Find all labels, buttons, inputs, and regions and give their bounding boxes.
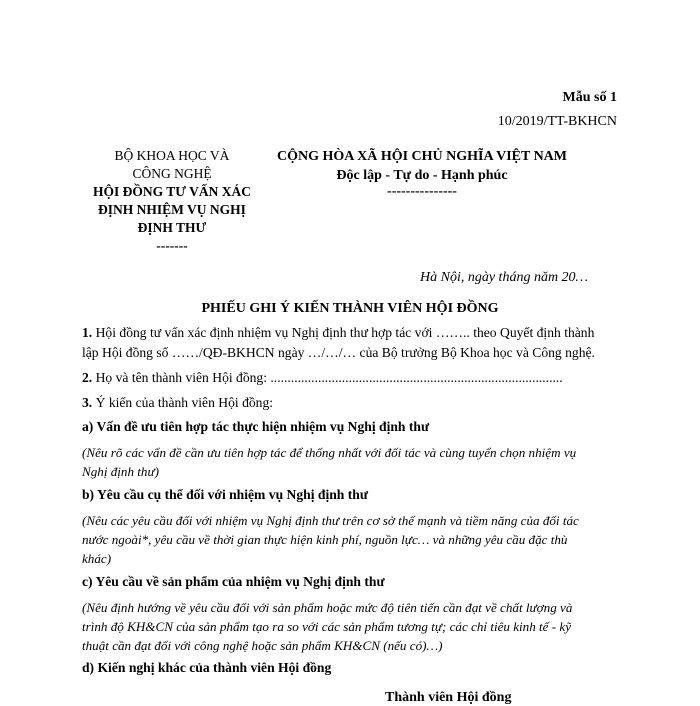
section-b-note-line: khác) xyxy=(82,551,112,566)
right-divider: --------------- xyxy=(387,184,457,199)
council-line-1: HỘI ĐỒNG TƯ VẤN XÁC xyxy=(92,184,251,199)
section-c-note xyxy=(82,598,616,655)
item-1-text-cont: lập Hội đồng số ……/QĐ-BKHCN ngày …/…/… của Bộ trưởng Bộ Khoa học và Công nghệ. xyxy=(82,345,595,360)
left-divider: ------- xyxy=(156,238,188,253)
section-a-note-line: (Nêu rõ các vấn đề cần ưu tiên hợp tác để thống nhất với đối tác và cùng tuyển chọn nhiệm vụ xyxy=(82,445,577,460)
form-title: PHIẾU GHI Ý KIẾN THÀNH VIÊN HỘI ĐỒNG xyxy=(201,301,499,316)
section-b-note xyxy=(82,511,616,568)
section-c-note-line: thuật cần đạt đối với công nghệ hoặc sản phẩm KH&CN (nếu có)…) xyxy=(82,638,443,653)
item-1-number: 1. xyxy=(82,325,93,340)
ministry-line-2: CÔNG NGHỆ xyxy=(132,166,212,181)
section-c-note-line: trình độ KH&CN của sản phẩm tạo ra so với các sản phẩm tương tự; các chỉ tiêu kinh tế - kỹ xyxy=(82,619,572,634)
section-b-heading: b) Yêu cầu cụ thể đối với nhiệm vụ Nghị định thư xyxy=(82,487,368,502)
item-2-number: 2. xyxy=(82,370,93,385)
item-3 xyxy=(82,393,622,413)
item-3-number: 3. xyxy=(82,395,93,410)
issuing-authority-block xyxy=(82,147,262,255)
item-2 xyxy=(82,368,622,388)
council-line-2: ĐỊNH NHIỆM VỤ NGHỊ xyxy=(98,202,246,217)
item-1-text: Hội đồng tư vấn xác định nhiệm vụ Nghị định thư hợp tác với …….. theo Quyết định thành xyxy=(92,325,595,340)
item-1 xyxy=(82,323,622,363)
item-2-text: Họ và tên thành viên Hội đồng: ...................................................................................... xyxy=(92,370,563,385)
form-code: Mẫu số 1 xyxy=(562,90,617,105)
section-d-heading: d) Kiến nghị khác của thành viên Hội đồng xyxy=(82,660,332,675)
section-a-heading: a) Vấn đề ưu tiên hợp tác thực hiện nhiệm vụ Nghị định thư xyxy=(82,419,430,434)
section-c-heading: c) Yêu cầu về sản phẩm của nhiệm vụ Nghị định thư xyxy=(82,574,385,589)
ministry-line-1: BỘ KHOA HỌC VÀ xyxy=(114,148,230,163)
section-a-note xyxy=(82,443,616,481)
date-line: Hà Nội, ngày tháng năm 20… xyxy=(420,270,588,285)
council-line-3: ĐỊNH THƯ xyxy=(137,220,207,235)
item-3-text: Ý kiến của thành viên Hội đồng: xyxy=(92,395,274,410)
section-b-note-line: nước ngoài*, yêu cầu về thời gian thực hiện kinh phí, nguồn lực… và những yêu cầu đặc thù xyxy=(82,532,568,547)
section-a-note-line: Nghị định thư) xyxy=(82,464,159,479)
national-motto: Độc lập - Tự do - Hạnh phúc xyxy=(336,168,508,183)
signer-title: Thành viên Hội đồng xyxy=(385,690,512,705)
republic-title: CỘNG HÒA XÃ HỘI CHỦ NGHĨA VIỆT NAM xyxy=(276,149,567,164)
section-c-note-line: (Nêu định hướng về yêu cầu đối với sản phẩm hoặc mức độ tiên tiến cần đạt về chất lượng và xyxy=(82,600,573,615)
section-b-note-line: (Nêu các yêu cầu đối với nhiệm vụ Nghị định thư trên cơ sở thế mạnh và tiềm năng của đối tác xyxy=(82,513,579,528)
circular-reference: 10/2019/TT-BKHCN xyxy=(497,114,617,129)
national-header-block xyxy=(272,147,572,199)
